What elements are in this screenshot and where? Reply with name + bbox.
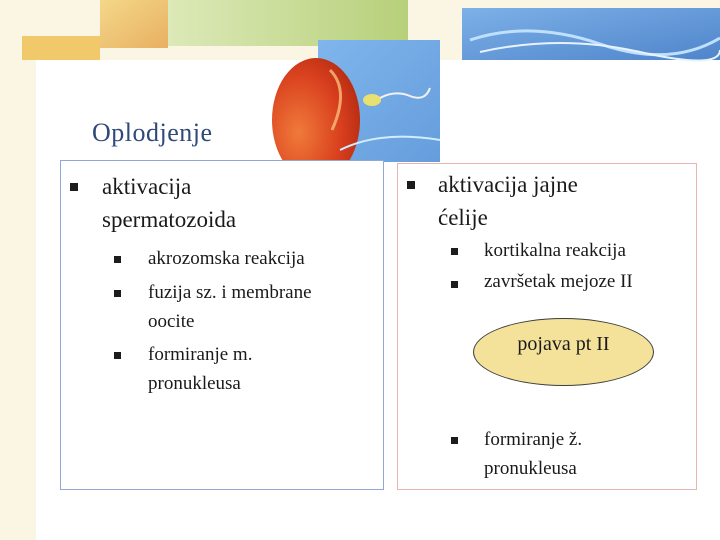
right-heading-line1: aktivacija jajne: [438, 172, 578, 197]
highlight-ellipse: [473, 318, 654, 386]
deco-band-left: [100, 0, 168, 48]
left-item-fuzija-line2: oocite: [148, 311, 195, 332]
bullet-icon: [451, 281, 458, 288]
highlight-text: pojava pt II: [517, 333, 610, 355]
bullet-icon: [451, 437, 458, 444]
bullet-icon: [407, 181, 415, 189]
bullet-icon: [114, 352, 121, 359]
deco-yellow-block: [22, 36, 100, 60]
left-item-akrozomska: akrozomska reakcija: [148, 248, 305, 269]
bullet-icon: [114, 256, 121, 263]
deco-band-middle: [168, 0, 408, 46]
right-last-item-line1: formiranje ž.: [484, 429, 583, 450]
left-item-fuzija-line1: fuzija sz. i membrane: [148, 282, 312, 303]
bullet-icon: [70, 183, 78, 191]
left-item-formiranje-line2: pronukleusa: [148, 373, 241, 394]
bullet-icon: [451, 248, 458, 255]
slide-title: Oplodjenje: [92, 118, 213, 147]
left-heading-line2: spermatozoida: [102, 207, 237, 232]
sperm-egg-image: [272, 40, 440, 170]
right-item-kortikalna: kortikalna reakcija: [484, 240, 626, 261]
left-heading-line1: aktivacija: [102, 174, 192, 199]
right-heading-line2: ćelije: [438, 205, 488, 230]
bullet-icon: [114, 290, 121, 297]
left-item-formiranje-line1: formiranje m.: [148, 344, 253, 365]
right-last-item-line2: pronukleusa: [484, 458, 577, 479]
right-item-zavrsetak: završetak mejoze II: [484, 271, 633, 292]
